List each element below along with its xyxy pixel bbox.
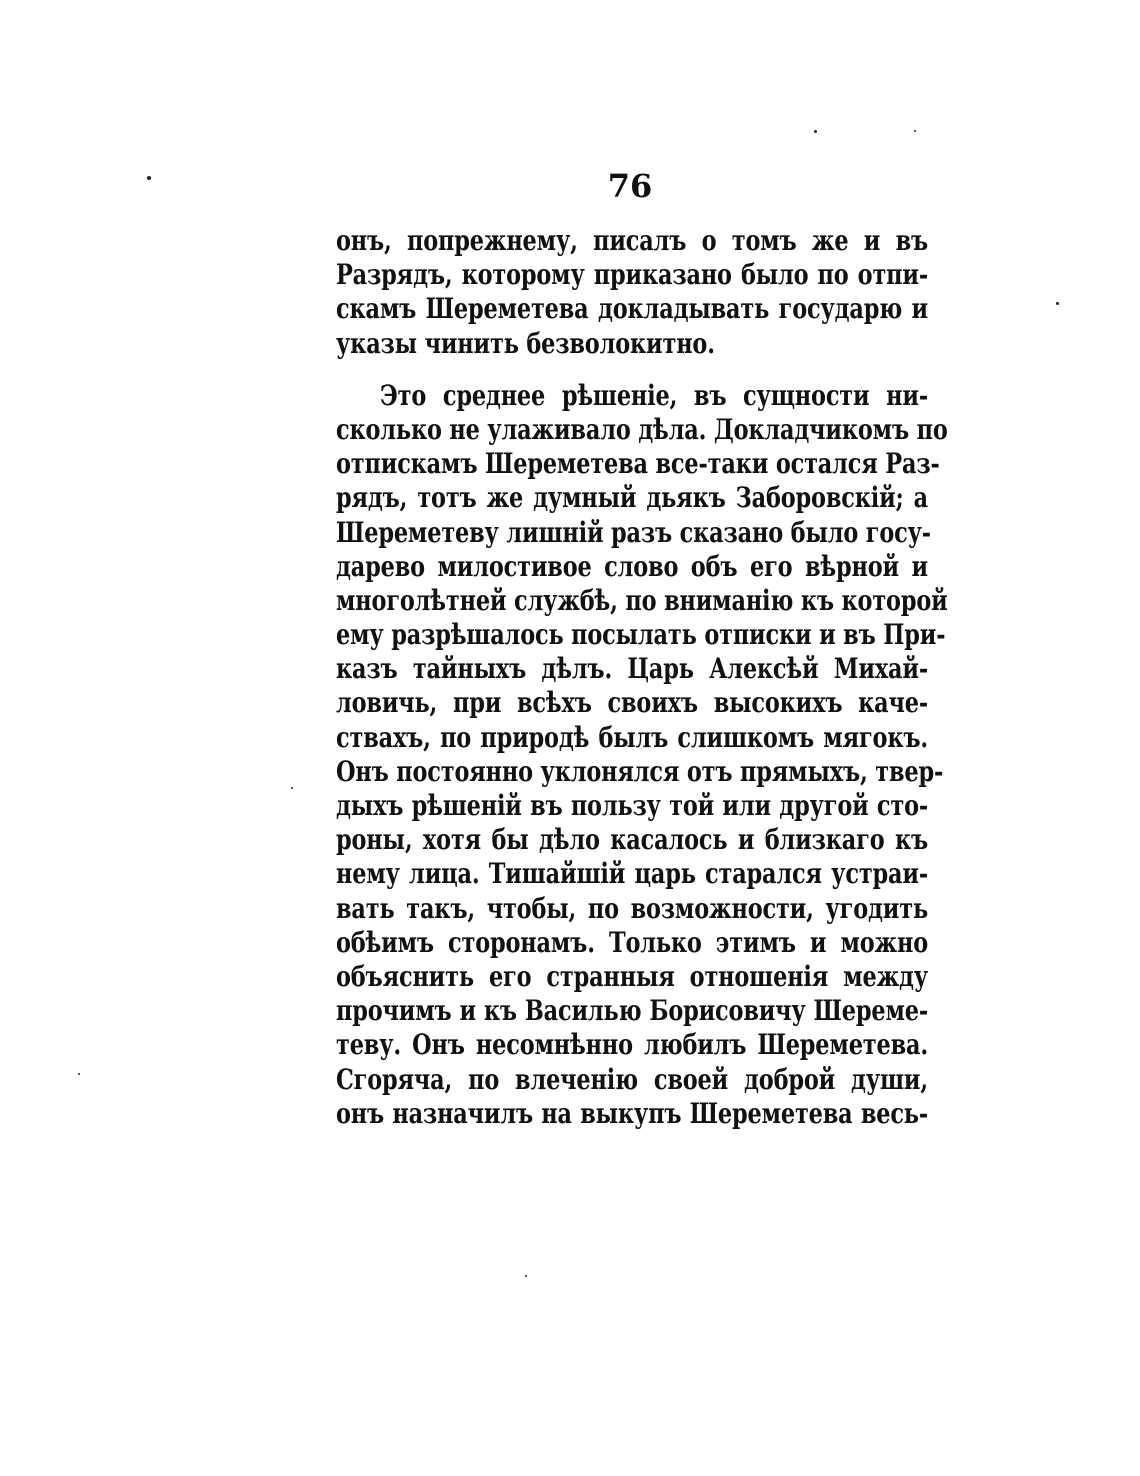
page-number: 76 <box>607 167 653 205</box>
paragraph-1 <box>336 224 928 361</box>
text-line: онъ назначилъ на выкупъ Шереметева весь- <box>336 1096 928 1130</box>
scan-speck <box>78 1073 80 1075</box>
paragraph-gap <box>336 361 928 379</box>
text-line: сколько не улаживало дѣла. Докладчикомъ по <box>336 412 948 446</box>
text-line: онъ, попрежнему, писалъ о томъ же и въ <box>336 224 928 257</box>
text-line: Разрядъ, которому приказано было по отпи- <box>336 258 928 292</box>
text-line: Сгоряча, по влеченію своей доброй души, <box>336 1062 928 1096</box>
text-line: отпискамъ Шереметева все-таки остался Раз- <box>336 447 940 481</box>
text-line: Это среднее рѣшеніе, въ сущности ни- <box>380 378 928 412</box>
text-line: рядъ, тотъ же думный дьякъ Заборовскій; а <box>336 481 928 515</box>
text-line: дарево милостивое слово объ его вѣрной и <box>336 549 928 583</box>
body-text <box>336 224 948 1131</box>
text-line: нему лица. Тишайшій царь старался устраи- <box>336 857 928 891</box>
paragraph-2 <box>336 378 948 1131</box>
text-line: объяснить его странныя отношенія между <box>336 959 928 993</box>
scan-speck <box>914 130 916 132</box>
text-line: роны, хотя бы дѣло касалось и близкаго къ <box>336 823 928 857</box>
scan-speck <box>525 1275 527 1277</box>
text-line: ловичь, при всѣхъ своихъ высокихъ каче- <box>336 686 928 720</box>
text-line: прочимъ и къ Василью Борисовичу Шереме- <box>336 994 928 1028</box>
text-line: ствахъ, по природѣ былъ слишкомъ мягокъ. <box>336 720 928 754</box>
text-line: Онъ постоянно уклонялся отъ прямыхъ, твер- <box>336 754 944 788</box>
scan-speck <box>814 130 817 133</box>
scan-speck <box>291 787 293 789</box>
text-line: Шереметеву лишній разъ сказано было госу- <box>336 515 931 549</box>
text-line: многолѣтней службѣ, по вниманію къ которой <box>336 583 948 617</box>
text-line: скамъ Шереметева докладывать государю и <box>336 292 928 326</box>
scan-speck <box>1056 302 1059 305</box>
text-line: ему разрѣшалось посылать отписки и въ При- <box>336 618 946 652</box>
text-line: казъ тайныхъ дѣлъ. Царь Алексѣй Михай- <box>336 652 928 686</box>
scan-speck <box>147 176 151 180</box>
text-line: указы чинить безволокитно. <box>336 326 715 360</box>
text-line: теву. Онъ несомнѣнно любилъ Шереметева. <box>336 1028 928 1062</box>
text-line: вать такъ, чтобы, по возможности, угодить <box>336 891 928 925</box>
text-line: обѣимъ сторонамъ. Только этимъ и можно <box>336 925 928 959</box>
text-line: дыхъ рѣшеній въ пользу той или другой сто- <box>336 789 928 822</box>
